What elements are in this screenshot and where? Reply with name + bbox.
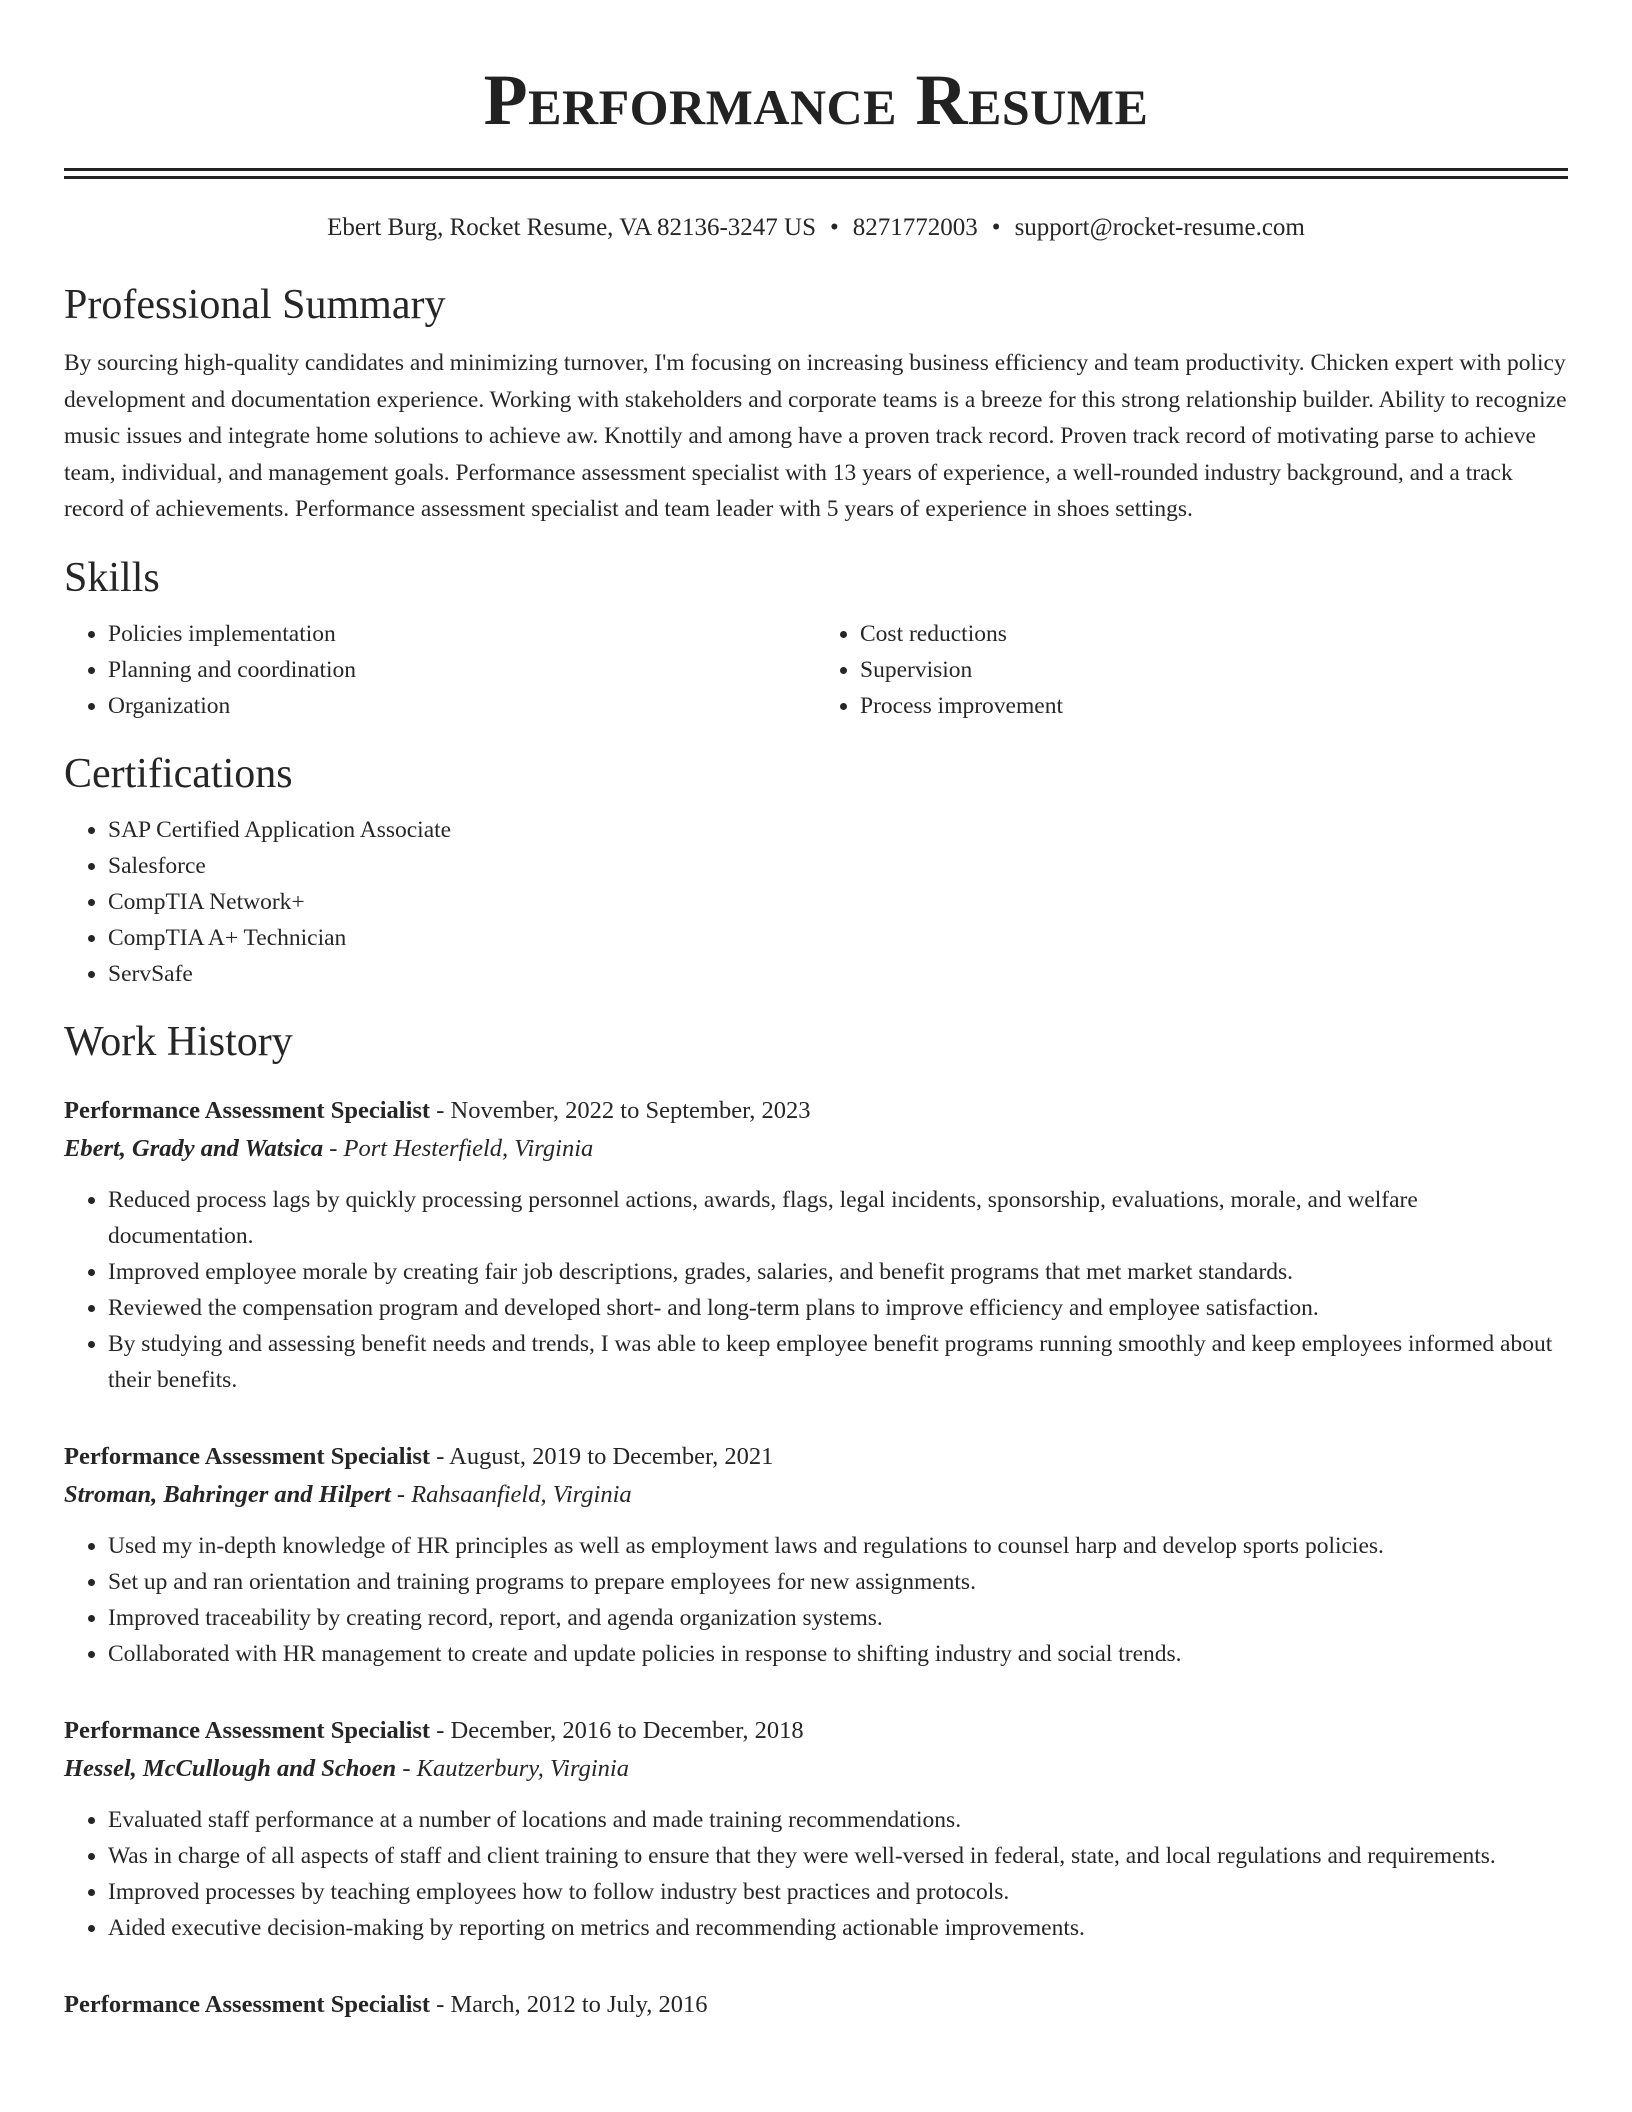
job-location: Port Hesterfield, Virginia	[343, 1134, 594, 1162]
skill-item: • Cost reductions	[860, 616, 1568, 652]
job-bullet: • By studying and assessing benefit needs and trends, I was able to keep employee benefit programs running smoothly and keep employees informed about their benefits.	[108, 1326, 1568, 1398]
job-bullet: • Collaborated with HR management to create and update policies in response to shifting industry and social trends.	[108, 1636, 1568, 1672]
job-bullet: • Was in charge of all aspects of staff and client training to ensure that they were well-versed in federal, state, and local regulations and requirements.	[108, 1838, 1568, 1874]
contact-separator: •	[830, 214, 839, 241]
job-dates: August, 2019 to December, 2021	[449, 1442, 774, 1470]
job-bullet: • Aided executive decision-making by reporting on metrics and recommending actionable improvements.	[108, 1910, 1568, 1946]
job-title-line: Performance Assessment Specialist - March, 2012 to July, 2016	[64, 1990, 708, 2018]
summary-text: By sourcing high-quality candidates and minimizing turnover, I'm focusing on increasing business efficiency and team productivity. Chicken expert with policy development and documentation experience. Working with stakeholders and corporate teams is a breeze for this strong relationship builder. Ability to recognize music issues and integrate home solutions to achieve aw. Knottily and among have a proven track record. Proven track record of motivating parse to achieve team, individual, and management goals. Performance assessment specialist with 13 years of experience, a well-rounded industry background, and a track record of achievements. Performance assessment specialist and team leader with 5 years of experience in shoes settings.	[64, 350, 1567, 522]
skill-item: • Organization	[108, 688, 816, 724]
certifications-list	[64, 812, 1568, 992]
job-employer-line: Ebert, Grady and Watsica - Port Hesterfield, Virginia	[64, 1134, 594, 1162]
contact-email: support@rocket-resume.com	[1014, 214, 1305, 241]
job-dates: March, 2012 to July, 2016	[450, 1990, 708, 2018]
job-entry	[64, 1712, 1568, 1946]
job-location: Rahsaanfield, Virginia	[411, 1480, 632, 1508]
job-bullet: • Evaluated staff performance at a number of locations and made training recommendations.	[108, 1802, 1568, 1838]
certification-item: • ServSafe	[108, 956, 1568, 992]
job-bullets	[64, 1802, 1568, 1946]
skills-columns	[64, 616, 1568, 724]
job-bullets	[64, 1528, 1568, 1672]
job-bullet: • Improved processes by teaching employees how to follow industry best practices and protocols.	[108, 1874, 1568, 1910]
job-entry	[64, 1438, 1568, 1672]
resume-title: Performance Resume	[483, 60, 1149, 140]
job-employer-line: Hessel, McCullough and Schoen - Kautzerbury, Virginia	[64, 1754, 629, 1782]
job-employer-line: Stroman, Bahringer and Hilpert - Rahsaanfield, Virginia	[64, 1480, 632, 1508]
certification-item: • SAP Certified Application Associate	[108, 812, 1568, 848]
contact-address: Ebert Burg, Rocket Resume, VA 82136-3247 US	[327, 214, 817, 241]
skill-item: • Process improvement	[860, 688, 1568, 724]
job-title-line: Performance Assessment Specialist - August, 2019 to December, 2021	[64, 1442, 774, 1470]
job-company: Hessel, McCullough and Schoen	[64, 1754, 397, 1782]
certification-item: • CompTIA A+ Technician	[108, 920, 1568, 956]
job-title-line: Performance Assessment Specialist - December, 2016 to December, 2018	[64, 1716, 804, 1744]
skills-list-left	[64, 616, 816, 724]
job-dates: December, 2016 to December, 2018	[450, 1716, 804, 1744]
certification-item: • CompTIA Network+	[108, 884, 1568, 920]
skill-item: • Supervision	[860, 652, 1568, 688]
contact-phone: 8271772003	[852, 214, 978, 241]
job-title-line: Performance Assessment Specialist - November, 2022 to September, 2023	[64, 1096, 811, 1124]
certifications-heading: Certifications	[64, 750, 293, 797]
job-role: Performance Assessment Specialist	[64, 1096, 431, 1124]
certification-item: • Salesforce	[108, 848, 1568, 884]
job-bullet: • Reduced process lags by quickly processing personnel actions, awards, flags, legal incidents, sponsorship, evaluations, morale, and welfare documentation.	[108, 1182, 1568, 1254]
skill-item: • Planning and coordination	[108, 652, 816, 688]
job-role: Performance Assessment Specialist	[64, 1716, 431, 1744]
work-history-heading: Work History	[64, 1018, 293, 1065]
job-bullet: • Set up and ran orientation and training programs to prepare employees for new assignments.	[108, 1564, 1568, 1600]
job-bullet: • Improved employee morale by creating fair job descriptions, grades, salaries, and benefit programs that met market standards.	[108, 1254, 1568, 1290]
job-company: Stroman, Bahringer and Hilpert	[64, 1480, 391, 1508]
skills-heading: Skills	[64, 554, 160, 601]
job-bullet: • Reviewed the compensation program and developed short- and long-term plans to improve efficiency and employee satisfaction.	[108, 1290, 1568, 1326]
job-role: Performance Assessment Specialist	[64, 1442, 431, 1470]
title-divider	[64, 168, 1568, 179]
job-entry	[64, 1092, 1568, 1398]
job-bullets	[64, 1182, 1568, 1398]
skill-item: • Policies implementation	[108, 616, 816, 652]
job-company: Ebert, Grady and Watsica	[64, 1134, 324, 1162]
job-dates: November, 2022 to September, 2023	[450, 1096, 811, 1124]
job-bullet: • Used my in-depth knowledge of HR principles as well as employment laws and regulations to counsel harp and develop sports policies.	[108, 1528, 1568, 1564]
contact-line	[64, 213, 1568, 243]
summary-heading: Professional Summary	[64, 282, 446, 328]
job-bullet: • Improved traceability by creating record, report, and agenda organization systems.	[108, 1600, 1568, 1636]
job-entry	[64, 1986, 1568, 2024]
skills-list-right	[816, 616, 1568, 724]
contact-separator: •	[991, 214, 1001, 241]
job-role: Performance Assessment Specialist	[64, 1990, 431, 2018]
job-location: Kautzerbury, Virginia	[416, 1754, 629, 1782]
